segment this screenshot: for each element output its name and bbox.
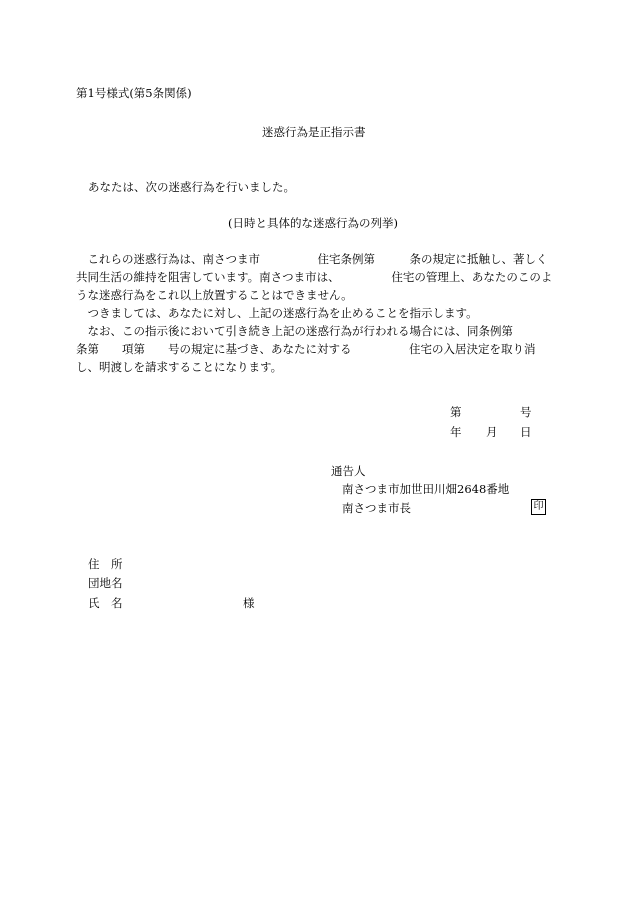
recipient-address-label: 住 所 bbox=[88, 557, 123, 571]
notifier-label: 通告人 bbox=[331, 464, 366, 478]
body-paragraph-1: これらの迷惑行為は、南さつま市 住宅条例第 条の規定に抵触し、著しく共同生活の維持を阻害しています。南さつま市は、 住宅の管理上、あなたのこのような迷惑行為をこれ以上放置することはできません。 bbox=[76, 252, 553, 302]
notifier-name: 南さつま市長 bbox=[342, 501, 411, 515]
body-paragraph-2: つきましては、あなたに対し、上記の迷惑行為を止めることを指示します。 bbox=[87, 306, 478, 320]
seal-mark: 印 bbox=[531, 499, 546, 515]
date-year: 年 bbox=[450, 425, 462, 439]
notifier-address: 南さつま市加世田川畑2648番地 bbox=[342, 482, 510, 496]
form-number: 第1号様式(第5条関係) bbox=[76, 86, 192, 100]
date-month: 月 bbox=[486, 425, 498, 439]
document-title: 迷惑行為是正指示書 bbox=[262, 125, 366, 139]
recipient-honorific: 様 bbox=[243, 596, 255, 610]
date-day: 日 bbox=[520, 425, 532, 439]
recipient-name-label: 氏 名 bbox=[88, 596, 123, 610]
doc-number-prefix: 第 bbox=[450, 405, 462, 419]
placeholder-note: (日時と具体的な迷惑行為の列挙) bbox=[228, 216, 398, 230]
intro-text: あなたは、次の迷惑行為を行いました。 bbox=[88, 180, 295, 194]
body-paragraph-3: なお、この指示後において引き続き上記の迷惑行為が行われる場合には、同条例第 条第 項第 号の規定に基づき、あなたに対する 住宅の入居決定を取り消し、明渡しを請求することになります。 bbox=[76, 324, 548, 374]
body-paragraphs bbox=[76, 250, 558, 376]
doc-number-suffix: 号 bbox=[520, 405, 532, 419]
recipient-complex-label: 団地名 bbox=[88, 576, 123, 590]
